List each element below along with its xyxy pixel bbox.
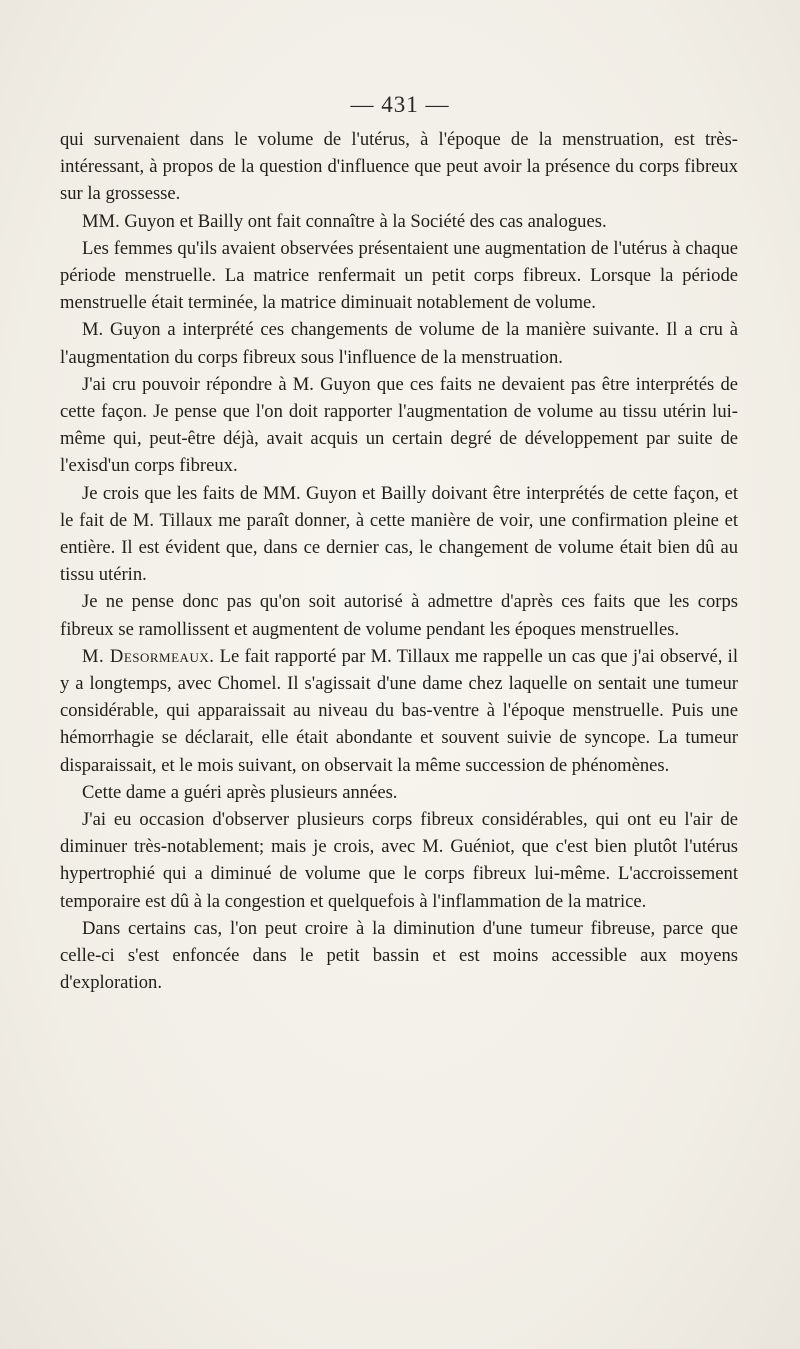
paragraph-1: qui survenaient dans le volume de l'utérus, à l'époque de la menstruation, est très-intéressant, à propos de la question d'influence que peut avoir la présence du corps fibreux sur la grossesse. (60, 129, 738, 205)
paragraph-7: Je ne pense donc pas qu'on soit autorisé à admettre d'après ces faits que les corps fibreux se ramollissent et augmentent de volume pendant les époques menstruelles. (60, 591, 738, 640)
paragraph-8 (60, 643, 738, 779)
page-number: — 431 — (350, 92, 450, 117)
paragraph-6: Je crois que les faits de MM. Guyon et Bailly doivant être interprétés de cette façon, et le fait de M. Tillaux me paraît donner, à cette manière de voir, une confirmation pleine et entière. Il est évident que, dans ce dernier cas, le changement de volume était bien dû au tissu utérin. (60, 482, 738, 586)
body-text (60, 126, 738, 997)
paragraph-9: Cette dame a guéri après plusieurs années. (82, 781, 398, 803)
paragraph-11: Dans certains cas, l'on peut croire à la diminution d'une tumeur fibreuse, parce que celle-ci s'est enfoncée dans le petit bassin et est moins accessible aux moyens d'exploration. (60, 917, 738, 994)
paragraph-8-text: Le fait rapporté par M. Tillaux me rappelle un cas que j'ai observé, il y a longtemps, avec Chomel. Il s'agissait d'une dame chez laquelle on sentait une tumeur considérable, qui apparaissait au niveau du bas-ventre à l'époque menstruelle. Puis une hémorrhagie se déclarait, elle était abondante et souvent suivie de syncope. La tumeur disparaissait, et le mois suivant, on observait la même succession de phénomènes. (60, 645, 738, 776)
paragraph-4: M. Guyon a interprété ces changements de volume de la manière suivante. Il a cru à l'augmentation du corps fibreux sous l'influence de la menstruation. (60, 319, 738, 368)
paragraph-3: Les femmes qu'ils avaient observées présentaient une augmentation de l'utérus à chaque période menstruelle. La matrice renfermait un petit corps fibreux. Lorsque la période menstruelle était terminée, la matrice diminuait notablement de volume. (60, 237, 738, 314)
paragraph-2: MM. Guyon et Bailly ont fait connaître à la Société des cas analogues. (82, 210, 607, 232)
speaker-name: M. Desormeaux. (82, 645, 215, 667)
paragraph-10: J'ai eu occasion d'observer plusieurs corps fibreux considérables, qui ont eu l'air de diminuer très-notablement; mais je crois, avec M. Guéniot, que c'est bien plutôt l'utérus hypertrophié qui a diminué de volume que le corps fibreux lui-même. L'accroissement temporaire est dû à la congestion et quelquefois à l'inflammation de la matrice. (60, 809, 738, 912)
paragraph-5: J'ai cru pouvoir répondre à M. Guyon que ces faits ne devaient pas être interprétés de cette façon. Je pense que l'on doit rapporter l'augmentation de volume au tissu utérin lui-même qui, peut-être déjà, avait acquis un certain degré de développement par suite de l'exisd'un corps fibreux. (60, 373, 738, 477)
